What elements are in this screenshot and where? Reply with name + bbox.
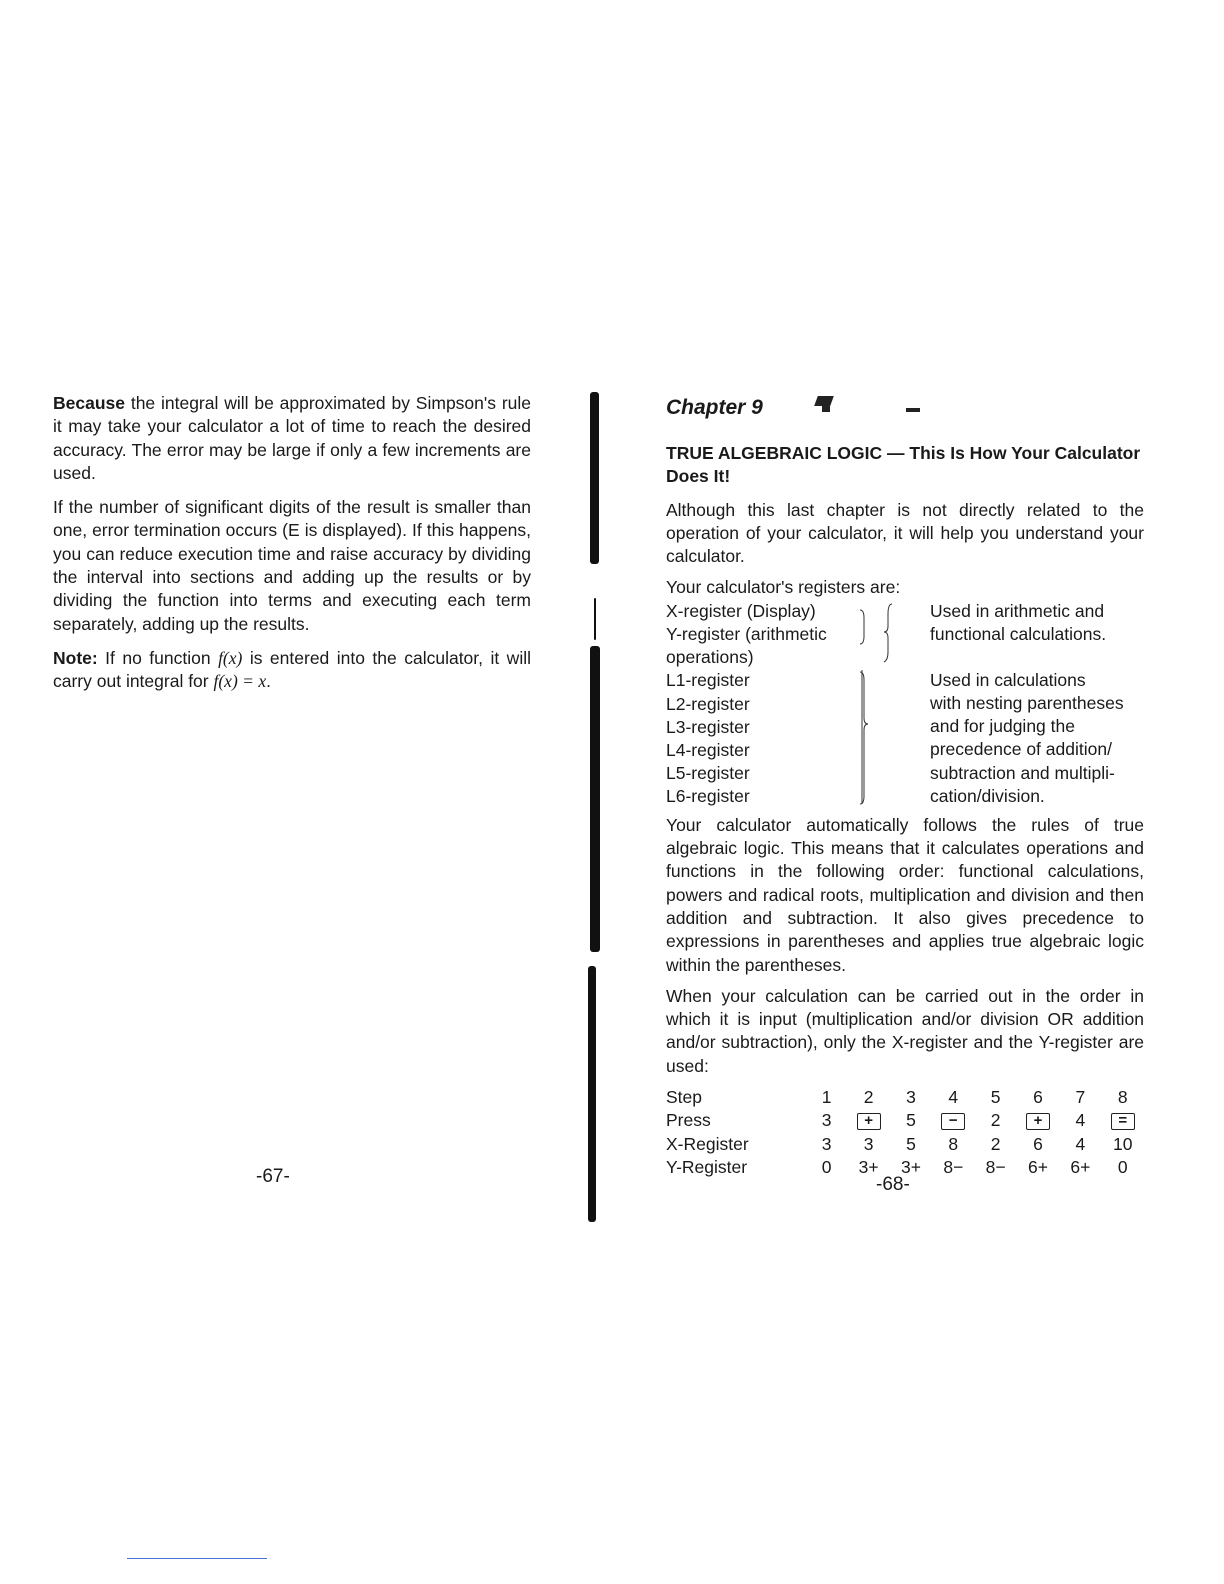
paragraph-algebraic-logic: Your calculator automatically follows the rules of true algebraic logic. This means that it calculates operations and functions in the following order: functional calculations, powers and radical roots, multiplication and division and then addition and subtraction. It also gives precedence to expressions in parentheses and applies true algebraic logic within the parentheses. <box>666 814 1144 975</box>
press-cell <box>847 1109 890 1132</box>
chapter-heading <box>666 396 1144 422</box>
step-cell: 2 <box>863 1087 874 1108</box>
paragraph-lead: Because <box>53 393 125 413</box>
press-cell <box>975 1109 1017 1132</box>
register-desc-line: functional calculations. <box>930 623 1107 644</box>
press-value: 5 <box>906 1110 916 1131</box>
registers-intro: Your calculator's registers are: <box>666 577 901 598</box>
press-cell <box>932 1109 975 1132</box>
register-desc-line: precedence of addition/ <box>930 739 1112 760</box>
row-label: Step <box>666 1087 702 1108</box>
left-page-body <box>53 392 531 705</box>
y-cell: 3+ <box>858 1156 879 1177</box>
paragraph-input-order: When your calculation can be carried out in the order in which it is input (multiplication and/or division OR addition and/or subtraction), only the X-register and the Y-register are used: <box>666 985 1144 1076</box>
note-text: . <box>266 671 271 692</box>
register-name: L3-register <box>666 716 750 737</box>
register-name: Y-register (arithmetic <box>666 623 827 644</box>
function-equation: f(x) = x <box>213 671 267 692</box>
gutter-shadow <box>590 646 600 952</box>
gutter-shadow <box>594 598 596 640</box>
chapter-label: Chapter 9 <box>666 396 763 419</box>
press-cell <box>806 1109 847 1132</box>
press-cell <box>1059 1109 1101 1132</box>
register-names <box>666 600 866 809</box>
register-desc-line: with nesting parentheses <box>930 692 1124 713</box>
register-desc-line: and for judging the <box>930 716 1075 737</box>
equals-key-icon: = <box>1111 1113 1135 1130</box>
plus-key-icon: + <box>1026 1113 1050 1130</box>
register-description-arith <box>930 600 1150 646</box>
step-cell: 4 <box>948 1087 959 1108</box>
note-paragraph <box>53 647 531 694</box>
footer-rule <box>127 1558 267 1559</box>
y-cell: 0 <box>1117 1156 1128 1177</box>
x-cell: 8 <box>948 1133 959 1154</box>
section-title: TRUE ALGEBRAIC LOGIC — This Is How Your Calculator Does It! <box>666 443 1141 487</box>
paragraph-intro: Although this last chapter is not directly related to the operation of your calculator, it will help you understand your calculator. <box>666 499 1144 567</box>
register-name: X-register (Display) <box>666 600 816 621</box>
register-name: L5-register <box>666 763 750 784</box>
x-cell: 10 <box>1112 1133 1133 1154</box>
function-symbol: f(x) <box>218 647 243 668</box>
row-label: Y-Register <box>666 1156 748 1177</box>
ink-smudge-icon <box>822 404 830 412</box>
x-cell: 5 <box>906 1133 916 1154</box>
register-desc-line: cation/division. <box>930 785 1045 806</box>
brace-icon <box>856 600 896 808</box>
step-cell: 6 <box>1033 1087 1043 1108</box>
row-label: X-Register <box>666 1133 749 1154</box>
register-name: L1-register <box>666 670 750 691</box>
gutter-shadow <box>590 392 599 564</box>
y-cell: 0 <box>821 1156 832 1177</box>
press-cell <box>1101 1109 1144 1132</box>
step-cell: 1 <box>821 1087 832 1108</box>
paragraph-simpson <box>53 392 531 485</box>
x-cell: 3 <box>863 1133 874 1154</box>
paragraph-text: the integral will be approximated by Simpson's rule it may take your calculator a lot of time to reach the desired accuracy. The error may be large if only a few increments are used. <box>53 393 531 483</box>
x-cell: 6 <box>1033 1133 1043 1154</box>
register-name: L6-register <box>666 786 750 807</box>
row-label: Press <box>666 1110 711 1131</box>
note-text: is entered into the calculator, it will carry out integral for <box>53 647 531 692</box>
y-cell: 6+ <box>1070 1156 1091 1177</box>
paragraph-error-termination: If the number of significant digits of the result is smaller than one, error termination occurs (E is displayed). If this happens, you can reduce execution time and raise accuracy by dividing the interval into sections and adding up the results or by dividing the function into terms and executing each term separately, adding up the results. <box>53 497 531 634</box>
register-desc-line: Used in calculations <box>930 669 1086 690</box>
register-list <box>666 600 1144 808</box>
press-cell <box>890 1109 932 1132</box>
y-cell: 3+ <box>900 1156 921 1177</box>
register-name: L4-register <box>666 739 750 760</box>
step-cell: 3 <box>906 1087 916 1108</box>
ink-smudge-icon <box>906 408 920 412</box>
note-text: If no function <box>97 647 219 668</box>
press-value: 2 <box>990 1110 1001 1131</box>
table-row <box>666 1133 1144 1156</box>
register-steps-table <box>666 1086 1144 1179</box>
x-cell: 4 <box>1075 1133 1086 1154</box>
x-cell: 2 <box>990 1133 1001 1154</box>
page-number-right: -68- <box>876 1174 910 1195</box>
register-description-paren <box>930 669 1150 808</box>
y-cell: 8− <box>985 1156 1006 1177</box>
step-cell: 7 <box>1075 1087 1086 1108</box>
press-value: 3 <box>821 1110 832 1131</box>
step-cell: 5 <box>990 1087 1001 1108</box>
register-desc-line: Used in arithmetic and <box>930 600 1105 621</box>
press-cell <box>1017 1109 1060 1132</box>
register-desc-line: subtraction and multipli- <box>930 762 1115 783</box>
right-page-body <box>666 392 1144 1179</box>
y-cell: 8− <box>943 1156 964 1177</box>
minus-key-icon: − <box>941 1113 965 1130</box>
table-row <box>666 1086 1144 1109</box>
press-value: 4 <box>1075 1110 1086 1131</box>
y-cell: 6+ <box>1028 1156 1048 1177</box>
gutter-shadow <box>588 966 596 1222</box>
step-cell: 8 <box>1117 1087 1128 1108</box>
table-row <box>666 1109 1144 1132</box>
note-label: Note: <box>53 647 98 668</box>
plus-key-icon: + <box>857 1113 881 1130</box>
register-name: operations) <box>666 647 754 668</box>
register-name: L2-register <box>666 693 750 714</box>
page-number-left: -67- <box>256 1166 290 1187</box>
x-cell: 3 <box>821 1133 832 1154</box>
